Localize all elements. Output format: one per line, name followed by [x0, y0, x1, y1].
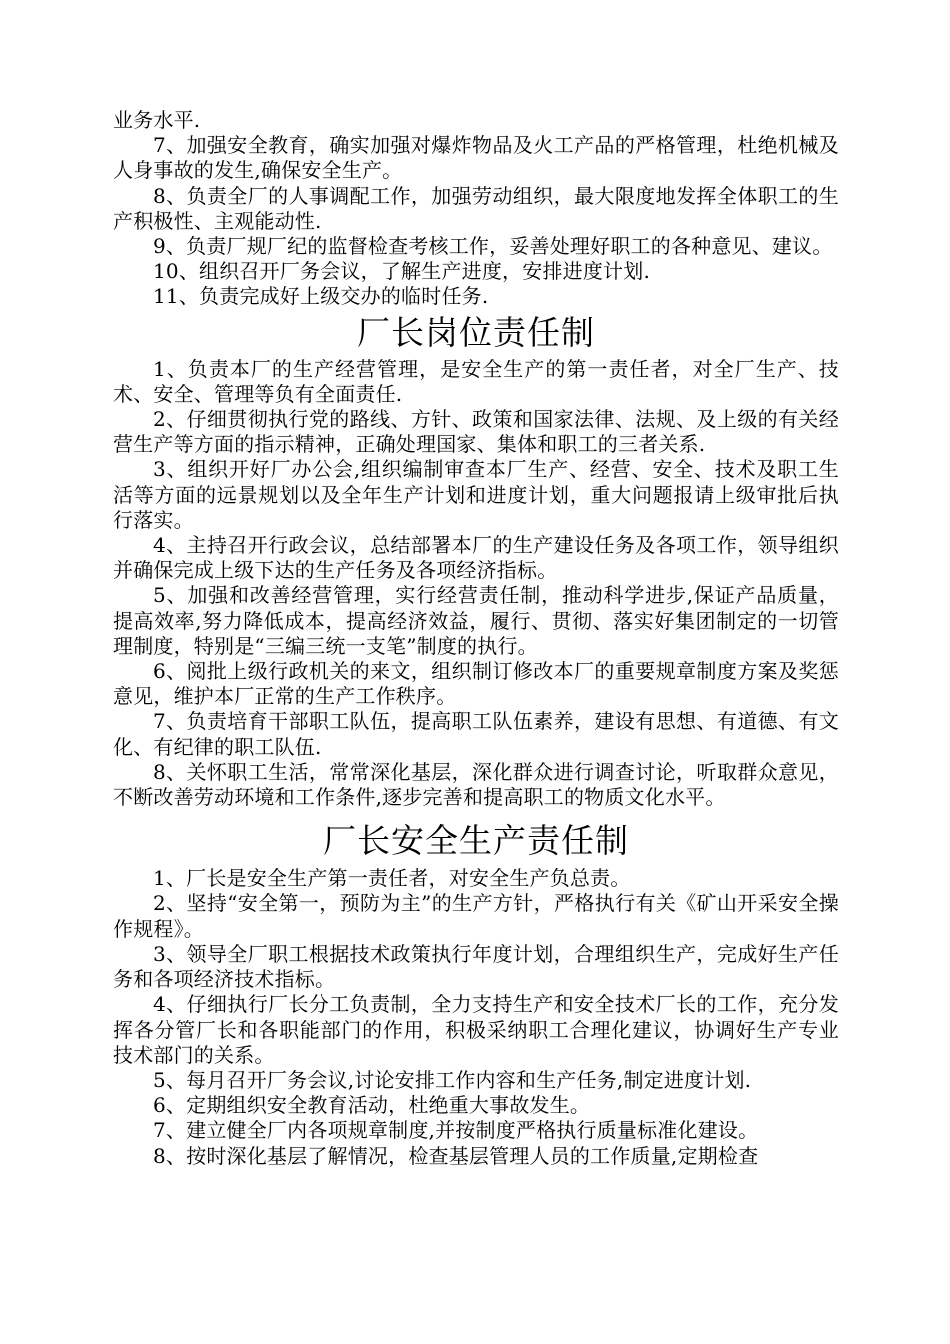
- paragraph: 8、按时深化基层了解情况，检查基层管理人员的工作质量,定期检查: [153, 1143, 759, 1168]
- paragraph: 8、关怀职工生活，常常深化基层，深化群众进行调查讨论，听取群众意见，不断改善劳动环境和工作条件,逐步完善和提高职工的物质文化水平。: [113, 759, 839, 810]
- section-title-factory-director-duties: 厂长岗位责任制: [357, 312, 595, 352]
- paragraph: 6、阅批上级行政机关的来文，组织制订修改本厂的重要规章制度方案及奖惩意见，维护本厂正常的生产工作秩序。: [113, 659, 839, 709]
- paragraph: 11、负责完成好上级交办的临时任务.: [153, 284, 489, 309]
- paragraph: 业务水平.: [113, 108, 201, 132]
- paragraph: 7、加强安全教育，确实加强对爆炸物品及火工产品的严格管理，杜绝机械及人身事故的发生,确保安全生产。: [113, 133, 839, 183]
- paragraph: 6、定期组织安全教育活动，杜绝重大事故发生。: [153, 1093, 591, 1118]
- paragraph: 5、每月召开厂务会议,讨论安排工作内容和生产任务,制定进度计划.: [153, 1067, 752, 1092]
- paragraph: 4、主持召开行政会议，总结部署本厂的生产建设任务及各项工作，领导组织并确保完成上级下达的生产任务及各项经济指标。: [113, 533, 839, 583]
- paragraph: 3、组织开好厂办公会,组织编制审查本厂生产、经营、安全、技术及职工生活等方面的远景规划以及全年生产计划和进度计划，重大问题报请上级审批后执行落实。: [113, 457, 839, 532]
- paragraph: 5、加强和改善经营管理，实行经营责任制，推动科学进步,保证产品质量，提高效率,努力降低成本，提高经济效益，履行、贯彻、落实好集团制定的一切管理制度，特别是“三编三统一支笔”制度的执行。: [113, 583, 839, 658]
- paragraph: 3、领导全厂职工根据技术政策执行年度计划，合理组织生产，完成好生产任务和各项经济技术指标。: [113, 941, 839, 992]
- paragraph: 8、负责全厂的人事调配工作，加强劳动组织，最大限度地发挥全体职工的生产积极性、主观能动性.: [113, 183, 839, 233]
- paragraph: 4、仔细执行厂长分工负责制，全力支持生产和安全技术厂长的工作，充分发挥各分管厂长和各职能部门的作用，积极采纳职工合理化建议，协调好生产专业技术部门的关系。: [113, 992, 839, 1067]
- paragraph: 2、坚持“安全第一，预防为主”的生产方针，严格执行有关《矿山开采安全操作规程》。: [113, 891, 839, 941]
- paragraph: 9、负责厂规厂纪的监督检查考核工作，妥善处理好职工的各种意见、建议。: [153, 234, 833, 259]
- paragraph: 1、厂长是安全生产第一责任者，对安全生产负总责。: [153, 866, 631, 891]
- paragraph: 2、仔细贯彻执行党的路线、方针、政策和国家法律、法规、及上级的有关经营生产等方面的指示精神，正确处理国家、集体和职工的三者关系.: [113, 407, 839, 457]
- paragraph: 7、负责培育干部职工队伍，提高职工队伍素养，建设有思想、有道德、有文化、有纪律的职工队伍.: [113, 709, 839, 759]
- paragraph: 10、组织召开厂务会议，了解生产进度，安排进度计划.: [153, 259, 651, 284]
- paragraph: 1、负责本厂的生产经营管理，是安全生产的第一责任者，对全厂生产、技术、安全、管理等负有全面责任.: [113, 356, 839, 406]
- paragraph: 7、建立健全厂内各项规章制度,并按制度严格执行质量标准化建设。: [153, 1118, 759, 1143]
- document-body: [113, 108, 839, 1169]
- section-title-safety-production: 厂长安全生产责任制: [323, 821, 629, 861]
